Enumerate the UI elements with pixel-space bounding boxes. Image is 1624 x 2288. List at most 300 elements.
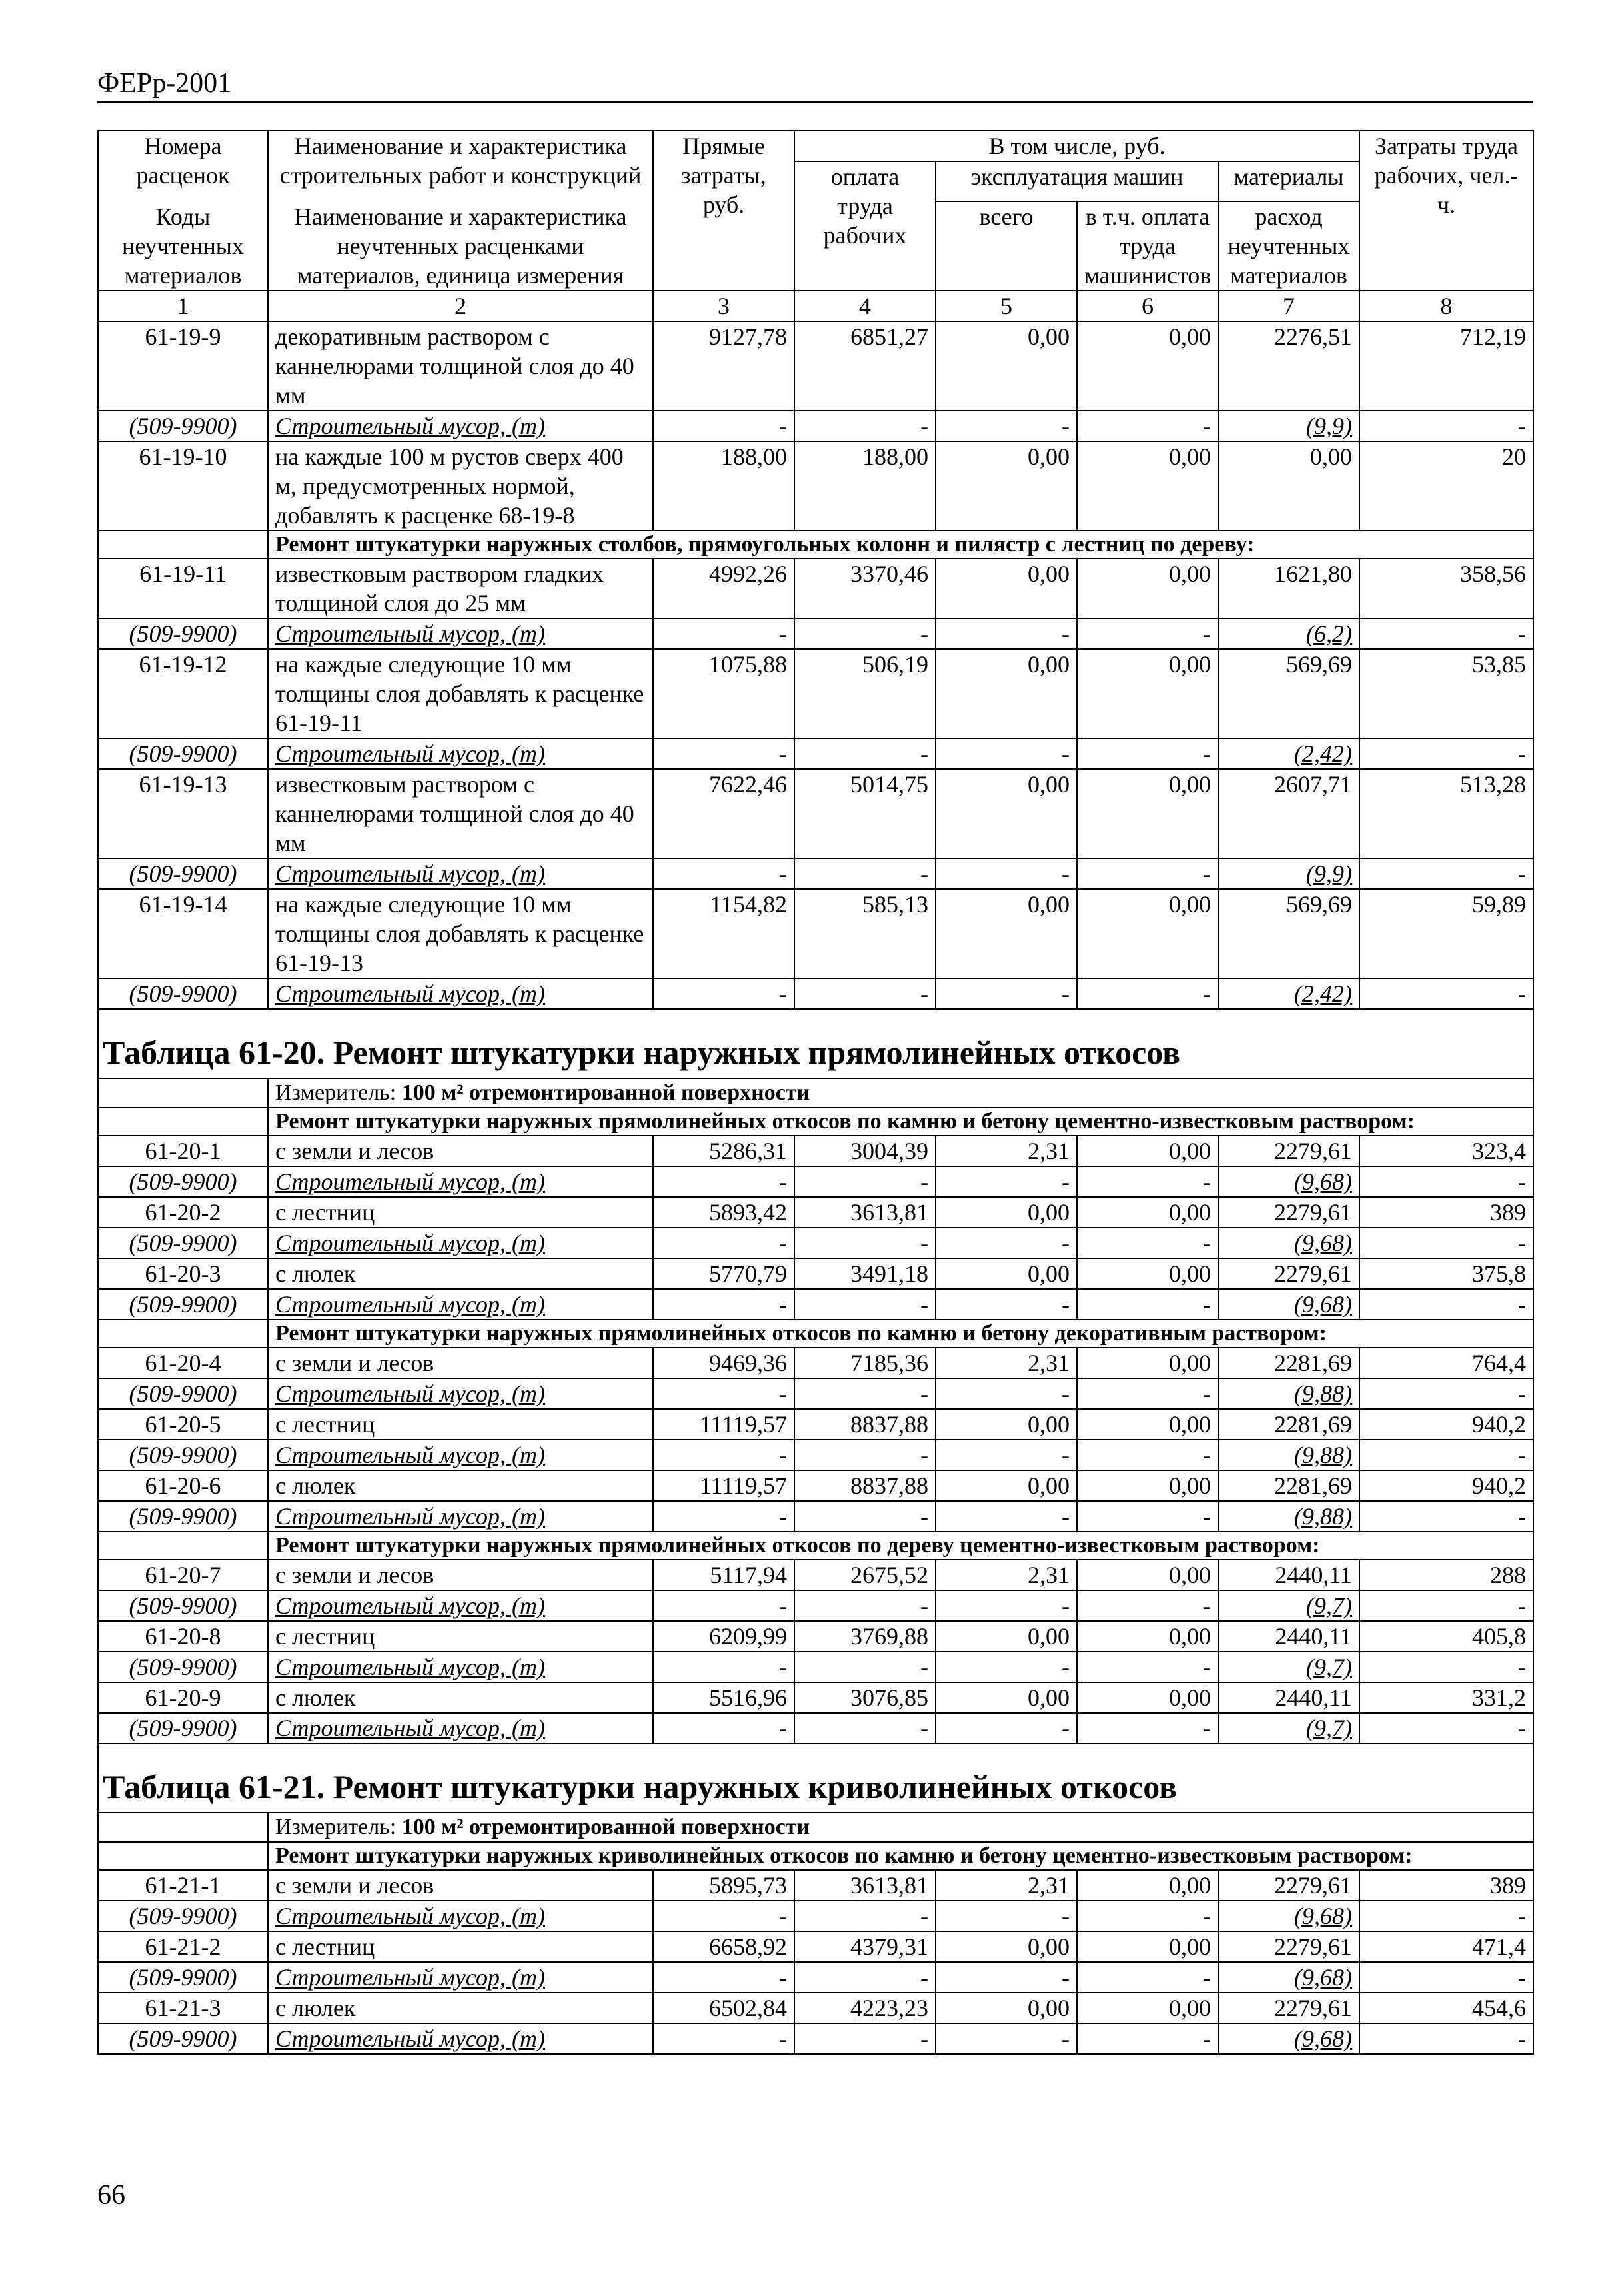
- rate-code: 61-19-14: [98, 889, 268, 978]
- materials-use: (2,42): [1218, 978, 1359, 1009]
- work-name: с лестниц: [268, 1621, 653, 1652]
- direct-costs: -: [653, 1289, 794, 1320]
- machines-total: 0,00: [936, 1470, 1077, 1501]
- labor-pay: 3076,85: [794, 1682, 936, 1713]
- column-number: 8: [1359, 291, 1533, 321]
- material-row: [98, 411, 1533, 441]
- machines-operators: -: [1077, 2023, 1218, 2054]
- materials-use: 2440,11: [1218, 1621, 1359, 1652]
- materials-use: (9,88): [1218, 1378, 1359, 1409]
- material-name: Строительный мусор, (т): [268, 1166, 653, 1197]
- direct-costs: 11119,57: [653, 1409, 794, 1440]
- labor-hours: -: [1359, 1962, 1533, 1993]
- header-materials-use: расход неучтенных материалов: [1218, 201, 1359, 291]
- rate-code: 61-20-7: [98, 1560, 268, 1590]
- table-title: Таблица 61-20. Ремонт штукатурки наружных прямолинейных откосов: [98, 1009, 1533, 1078]
- material-code: (509-9900): [98, 618, 268, 649]
- materials-use: 2279,61: [1218, 1870, 1359, 1901]
- labor-hours: 389: [1359, 1197, 1533, 1228]
- work-name: на каждые следующие 10 мм толщины слоя добавлять к расценке 61-19-13: [268, 889, 653, 978]
- machines-operators: -: [1077, 738, 1218, 769]
- labor-pay: 8837,88: [794, 1409, 936, 1440]
- materials-use: 2440,11: [1218, 1560, 1359, 1590]
- header-materials: материалы: [1218, 161, 1359, 201]
- labor-hours: -: [1359, 1228, 1533, 1258]
- material-name: Строительный мусор, (т): [268, 1378, 653, 1409]
- machines-total: -: [936, 1166, 1077, 1197]
- labor-pay: -: [794, 1378, 936, 1409]
- machines-total: -: [936, 411, 1077, 441]
- machines-operators: -: [1077, 1901, 1218, 1931]
- direct-costs: 1075,88: [653, 649, 794, 738]
- material-row: [98, 1652, 1533, 1682]
- rate-row: [98, 889, 1533, 978]
- labor-pay: 188,00: [794, 441, 936, 531]
- rate-code: 61-21-3: [98, 1993, 268, 2023]
- rate-code: 61-19-13: [98, 769, 268, 858]
- materials-use: (9,7): [1218, 1713, 1359, 1743]
- machines-total: -: [936, 2023, 1077, 2054]
- machines-total: -: [936, 1501, 1077, 1532]
- work-name: с люлек: [268, 1470, 653, 1501]
- direct-costs: -: [653, 2023, 794, 2054]
- material-code: (509-9900): [98, 1440, 268, 1470]
- machines-operators: 0,00: [1077, 1870, 1218, 1901]
- machines-operators: 0,00: [1077, 1258, 1218, 1289]
- machines-total: -: [936, 1713, 1077, 1743]
- rate-code: 61-20-3: [98, 1258, 268, 1289]
- column-number: 6: [1077, 291, 1218, 321]
- material-code: (509-9900): [98, 1166, 268, 1197]
- section-heading: Ремонт штукатурки наружных прямолинейных откосов по камню и бетону декоративным раствором:: [268, 1320, 1533, 1348]
- header-col-2: [268, 131, 653, 291]
- labor-pay: -: [794, 411, 936, 441]
- rate-row: [98, 1993, 1533, 2023]
- direct-costs: -: [653, 618, 794, 649]
- rate-code: 61-20-2: [98, 1197, 268, 1228]
- machines-total: -: [936, 618, 1077, 649]
- machines-total: -: [936, 1590, 1077, 1621]
- materials-use: 0,00: [1218, 441, 1359, 531]
- material-row: [98, 1962, 1533, 1993]
- machines-total: 0,00: [936, 1993, 1077, 2023]
- labor-pay: 4379,31: [794, 1931, 936, 1962]
- rate-row: [98, 1931, 1533, 1962]
- labor-hours: 940,2: [1359, 1470, 1533, 1501]
- labor-pay: -: [794, 858, 936, 889]
- blank-cell: [98, 1078, 268, 1108]
- labor-pay: -: [794, 738, 936, 769]
- materials-use: 2281,69: [1218, 1409, 1359, 1440]
- direct-costs: 5286,31: [653, 1136, 794, 1166]
- rate-code: 61-21-1: [98, 1870, 268, 1901]
- rate-code: 61-20-1: [98, 1136, 268, 1166]
- header-labor-costs: Затраты труда рабочих, чел.-ч.: [1359, 131, 1533, 291]
- direct-costs: -: [653, 1962, 794, 1993]
- blank-cell: [98, 1842, 268, 1870]
- labor-hours: -: [1359, 1901, 1533, 1931]
- rate-code: 61-20-8: [98, 1621, 268, 1652]
- material-code: (509-9900): [98, 1590, 268, 1621]
- measure-label: Измеритель:: [275, 1080, 397, 1105]
- materials-use: 2279,61: [1218, 1136, 1359, 1166]
- direct-costs: 1154,82: [653, 889, 794, 978]
- rate-code: 61-20-9: [98, 1682, 268, 1713]
- materials-use: (9,68): [1218, 1901, 1359, 1931]
- material-code: (509-9900): [98, 411, 268, 441]
- direct-costs: 5770,79: [653, 1258, 794, 1289]
- work-name: с земли и лесов: [268, 1560, 653, 1590]
- machines-operators: -: [1077, 1378, 1218, 1409]
- page-header: [97, 65, 1533, 103]
- column-number: 1: [98, 291, 268, 321]
- labor-hours: -: [1359, 1440, 1533, 1470]
- machines-operators: -: [1077, 978, 1218, 1009]
- column-number: 3: [653, 291, 794, 321]
- labor-pay: -: [794, 1440, 936, 1470]
- work-name: с земли и лесов: [268, 1870, 653, 1901]
- rate-row: [98, 1621, 1533, 1652]
- material-code: (509-9900): [98, 1713, 268, 1743]
- machines-operators: -: [1077, 1228, 1218, 1258]
- machines-operators: 0,00: [1077, 889, 1218, 978]
- rate-row: [98, 1560, 1533, 1590]
- labor-hours: 331,2: [1359, 1682, 1533, 1713]
- machines-operators: -: [1077, 1440, 1218, 1470]
- material-code: (509-9900): [98, 1652, 268, 1682]
- labor-hours: 323,4: [1359, 1136, 1533, 1166]
- materials-use: 2607,71: [1218, 769, 1359, 858]
- material-row: [98, 1901, 1533, 1931]
- materials-use: (9,68): [1218, 1962, 1359, 1993]
- machines-operators: -: [1077, 1590, 1218, 1621]
- material-code: (509-9900): [98, 738, 268, 769]
- materials-use: (6,2): [1218, 618, 1359, 649]
- section-heading: Ремонт штукатурки наружных криволинейных откосов по камню и бетону цементно-известковым раствором:: [268, 1842, 1533, 1870]
- direct-costs: -: [653, 1378, 794, 1409]
- column-number: 2: [268, 291, 653, 321]
- work-name: известковым раствором с каннелюрами толщиной слоя до 40 мм: [268, 769, 653, 858]
- labor-pay: 585,13: [794, 889, 936, 978]
- direct-costs: -: [653, 1713, 794, 1743]
- machines-total: -: [936, 738, 1077, 769]
- section-heading: Ремонт штукатурки наружных прямолинейных откосов по камню и бетону цементно-известковым раствором:: [268, 1108, 1533, 1136]
- header-work-name: Наименование и характеристика строительных работ и конструкций: [279, 133, 642, 189]
- material-row: [98, 1713, 1533, 1743]
- rate-row: [98, 1197, 1533, 1228]
- machines-total: 0,00: [936, 889, 1077, 978]
- rate-code: 61-19-11: [98, 559, 268, 618]
- material-code: (509-9900): [98, 1378, 268, 1409]
- labor-hours: -: [1359, 411, 1533, 441]
- labor-pay: 8837,88: [794, 1470, 936, 1501]
- document-code: ФЕРр-2001: [97, 68, 232, 99]
- page-number: 66: [97, 2180, 125, 2211]
- machines-total: 0,00: [936, 1621, 1077, 1652]
- section-heading-row: [98, 1842, 1533, 1870]
- direct-costs: -: [653, 1166, 794, 1197]
- machines-operators: 0,00: [1077, 1348, 1218, 1378]
- labor-pay: 7185,36: [794, 1348, 936, 1378]
- labor-hours: 471,4: [1359, 1931, 1533, 1962]
- machines-operators: 0,00: [1077, 1682, 1218, 1713]
- labor-hours: -: [1359, 1166, 1533, 1197]
- work-name: с люлек: [268, 1682, 653, 1713]
- measure-value: 100 м² отремонтированной поверхности: [401, 1080, 810, 1105]
- material-row: [98, 618, 1533, 649]
- rate-code: 61-19-9: [98, 321, 268, 411]
- labor-hours: -: [1359, 1652, 1533, 1682]
- work-name: известковым раствором гладких толщиной слоя до 25 мм: [268, 559, 653, 618]
- direct-costs: -: [653, 978, 794, 1009]
- rate-code: 61-19-10: [98, 441, 268, 531]
- material-row: [98, 1440, 1533, 1470]
- labor-hours: 53,85: [1359, 649, 1533, 738]
- machines-total: -: [936, 1440, 1077, 1470]
- machines-total: 0,00: [936, 1197, 1077, 1228]
- materials-use: (9,9): [1218, 411, 1359, 441]
- labor-hours: 20: [1359, 441, 1533, 531]
- labor-hours: -: [1359, 1289, 1533, 1320]
- materials-use: (9,68): [1218, 1228, 1359, 1258]
- measure-row: [98, 1813, 1533, 1842]
- material-row: [98, 1378, 1533, 1409]
- machines-total: -: [936, 978, 1077, 1009]
- labor-hours: 513,28: [1359, 769, 1533, 858]
- column-number-row: [98, 291, 1533, 321]
- material-name: Строительный мусор, (т): [268, 978, 653, 1009]
- material-name: Строительный мусор, (т): [268, 1901, 653, 1931]
- material-row: [98, 1289, 1533, 1320]
- work-name: с лестниц: [268, 1197, 653, 1228]
- materials-use: (9,68): [1218, 1166, 1359, 1197]
- material-row: [98, 1501, 1533, 1532]
- rate-row: [98, 1470, 1533, 1501]
- material-name: Строительный мусор, (т): [268, 1713, 653, 1743]
- labor-hours: -: [1359, 1590, 1533, 1621]
- labor-hours: -: [1359, 1378, 1533, 1409]
- labor-hours: -: [1359, 1713, 1533, 1743]
- column-number: 7: [1218, 291, 1359, 321]
- labor-pay: -: [794, 1652, 936, 1682]
- direct-costs: 5516,96: [653, 1682, 794, 1713]
- material-row: [98, 738, 1533, 769]
- direct-costs: 5117,94: [653, 1560, 794, 1590]
- materials-use: 2281,69: [1218, 1470, 1359, 1501]
- labor-hours: 405,8: [1359, 1621, 1533, 1652]
- labor-pay: -: [794, 1228, 936, 1258]
- work-name: на каждые 100 м рустов сверх 400 м, предусмотренных нормой, добавлять к расценке 68-19-8: [268, 441, 653, 531]
- labor-hours: 288: [1359, 1560, 1533, 1590]
- rate-row: [98, 1870, 1533, 1901]
- direct-costs: 4992,26: [653, 559, 794, 618]
- machines-operators: 0,00: [1077, 441, 1218, 531]
- direct-costs: 5895,73: [653, 1870, 794, 1901]
- section-heading-row: [98, 1320, 1533, 1348]
- material-row: [98, 2023, 1533, 2054]
- labor-pay: 3004,39: [794, 1136, 936, 1166]
- material-name: Строительный мусор, (т): [268, 858, 653, 889]
- material-row: [98, 978, 1533, 1009]
- material-code: (509-9900): [98, 1901, 268, 1931]
- labor-pay: 3370,46: [794, 559, 936, 618]
- labor-hours: -: [1359, 2023, 1533, 2054]
- section-heading: Ремонт штукатурки наружных столбов, прямоугольных колонн и пилястр с лестниц по дереву:: [268, 531, 1533, 559]
- rate-code: 61-21-2: [98, 1931, 268, 1962]
- materials-use: (9,88): [1218, 1440, 1359, 1470]
- materials-use: 569,69: [1218, 649, 1359, 738]
- materials-use: (9,68): [1218, 2023, 1359, 2054]
- labor-hours: -: [1359, 858, 1533, 889]
- direct-costs: 6658,92: [653, 1931, 794, 1962]
- materials-use: (9,7): [1218, 1590, 1359, 1621]
- labor-hours: 375,8: [1359, 1258, 1533, 1289]
- rate-row: [98, 321, 1533, 411]
- header-machines-operators: в т.ч. оплата труда машинистов: [1077, 201, 1218, 291]
- rates-table-container: [97, 130, 1533, 2055]
- header-machines: эксплуатация машин: [936, 161, 1218, 201]
- table-title-row: [98, 1009, 1533, 1078]
- work-name: декоративным раствором с каннелюрами толщиной слоя до 40 мм: [268, 321, 653, 411]
- labor-pay: -: [794, 1962, 936, 1993]
- header-labor-pay: оплата труда рабочих: [794, 161, 936, 291]
- work-name: с лестниц: [268, 1409, 653, 1440]
- material-name: Строительный мусор, (т): [268, 411, 653, 441]
- rate-code: 61-19-12: [98, 649, 268, 738]
- machines-operators: -: [1077, 1652, 1218, 1682]
- labor-pay: 3769,88: [794, 1621, 936, 1652]
- machines-operators: 0,00: [1077, 559, 1218, 618]
- rate-row: [98, 1409, 1533, 1440]
- material-code: (509-9900): [98, 858, 268, 889]
- materials-use: (9,88): [1218, 1501, 1359, 1532]
- machines-total: 0,00: [936, 321, 1077, 411]
- material-row: [98, 1590, 1533, 1621]
- work-name: с люлек: [268, 1993, 653, 2023]
- direct-costs: -: [653, 1440, 794, 1470]
- work-name: с земли и лесов: [268, 1136, 653, 1166]
- material-name: Строительный мусор, (т): [268, 1652, 653, 1682]
- labor-hours: 389: [1359, 1870, 1533, 1901]
- labor-hours: 712,19: [1359, 321, 1533, 411]
- labor-hours: -: [1359, 738, 1533, 769]
- work-name: с земли и лесов: [268, 1348, 653, 1378]
- table-title-row: [98, 1743, 1533, 1813]
- direct-costs: 9469,36: [653, 1348, 794, 1378]
- material-code: (509-9900): [98, 1289, 268, 1320]
- rate-code: 61-20-4: [98, 1348, 268, 1378]
- materials-use: 2279,61: [1218, 1197, 1359, 1228]
- direct-costs: -: [653, 1652, 794, 1682]
- rate-row: [98, 1682, 1533, 1713]
- header-material-name: Наименование и характеристика неучтенных расценками материалов, единица измерения: [294, 203, 627, 289]
- machines-total: -: [936, 1228, 1077, 1258]
- machines-total: 0,00: [936, 769, 1077, 858]
- material-name: Строительный мусор, (т): [268, 1228, 653, 1258]
- blank-cell: [98, 1532, 268, 1560]
- labor-pay: 5014,75: [794, 769, 936, 858]
- machines-total: 0,00: [936, 1409, 1077, 1440]
- materials-use: 2279,61: [1218, 1993, 1359, 2023]
- machines-total: -: [936, 1289, 1077, 1320]
- material-code: (509-9900): [98, 1228, 268, 1258]
- labor-pay: 2675,52: [794, 1560, 936, 1590]
- direct-costs: 9127,78: [653, 321, 794, 411]
- machines-total: 2,31: [936, 1560, 1077, 1590]
- labor-hours: -: [1359, 1501, 1533, 1532]
- header-col-1: [98, 131, 268, 291]
- column-number: 4: [794, 291, 936, 321]
- machines-operators: 0,00: [1077, 1621, 1218, 1652]
- materials-use: 569,69: [1218, 889, 1359, 978]
- labor-pay: 3613,81: [794, 1197, 936, 1228]
- machines-operators: 0,00: [1077, 1931, 1218, 1962]
- column-number: 5: [936, 291, 1077, 321]
- section-heading: Ремонт штукатурки наружных прямолинейных откосов по дереву цементно-известковым раствором:: [268, 1532, 1533, 1560]
- machines-total: 2,31: [936, 1348, 1077, 1378]
- material-code: (509-9900): [98, 1962, 268, 1993]
- machines-total: 0,00: [936, 559, 1077, 618]
- work-name: на каждые следующие 10 мм толщины слоя добавлять к расценке 61-19-11: [268, 649, 653, 738]
- material-name: Строительный мусор, (т): [268, 618, 653, 649]
- blank-cell: [98, 1813, 268, 1842]
- header-direct-costs: Прямые затраты, руб.: [653, 131, 794, 291]
- machines-total: 0,00: [936, 1931, 1077, 1962]
- machines-total: -: [936, 1962, 1077, 1993]
- blank-cell: [98, 1320, 268, 1348]
- rate-row: [98, 441, 1533, 531]
- direct-costs: -: [653, 738, 794, 769]
- materials-use: 2279,61: [1218, 1931, 1359, 1962]
- material-code: (509-9900): [98, 1501, 268, 1532]
- header-in-total: В том числе, руб.: [794, 131, 1359, 161]
- measure-row: [98, 1078, 1533, 1108]
- labor-pay: 506,19: [794, 649, 936, 738]
- rate-row: [98, 649, 1533, 738]
- machines-operators: 0,00: [1077, 1470, 1218, 1501]
- labor-hours: 940,2: [1359, 1409, 1533, 1440]
- labor-pay: 4223,23: [794, 1993, 936, 2023]
- direct-costs: 6209,99: [653, 1621, 794, 1652]
- machines-operators: 0,00: [1077, 1560, 1218, 1590]
- materials-use: 1621,80: [1218, 559, 1359, 618]
- header-material-codes: Коды неучтенных материалов: [122, 203, 244, 289]
- labor-pay: -: [794, 1501, 936, 1532]
- materials-use: 2281,69: [1218, 1348, 1359, 1378]
- header-machines-total: всего: [936, 201, 1077, 291]
- labor-pay: -: [794, 1166, 936, 1197]
- material-name: Строительный мусор, (т): [268, 738, 653, 769]
- machines-operators: -: [1077, 858, 1218, 889]
- rate-code: 61-20-5: [98, 1409, 268, 1440]
- labor-pay: 6851,27: [794, 321, 936, 411]
- machines-total: 0,00: [936, 649, 1077, 738]
- material-name: Строительный мусор, (т): [268, 2023, 653, 2054]
- labor-pay: -: [794, 1713, 936, 1743]
- direct-costs: 7622,46: [653, 769, 794, 858]
- labor-hours: 358,56: [1359, 559, 1533, 618]
- labor-hours: -: [1359, 618, 1533, 649]
- header-rate-numbers: Номера расценок: [136, 133, 230, 189]
- machines-total: -: [936, 1378, 1077, 1409]
- section-heading-row: [98, 531, 1533, 559]
- section-heading-row: [98, 1108, 1533, 1136]
- labor-hours: 454,6: [1359, 1993, 1533, 2023]
- labor-pay: 3491,18: [794, 1258, 936, 1289]
- direct-costs: 5893,42: [653, 1197, 794, 1228]
- direct-costs: -: [653, 1228, 794, 1258]
- column-header-row: [98, 131, 1533, 161]
